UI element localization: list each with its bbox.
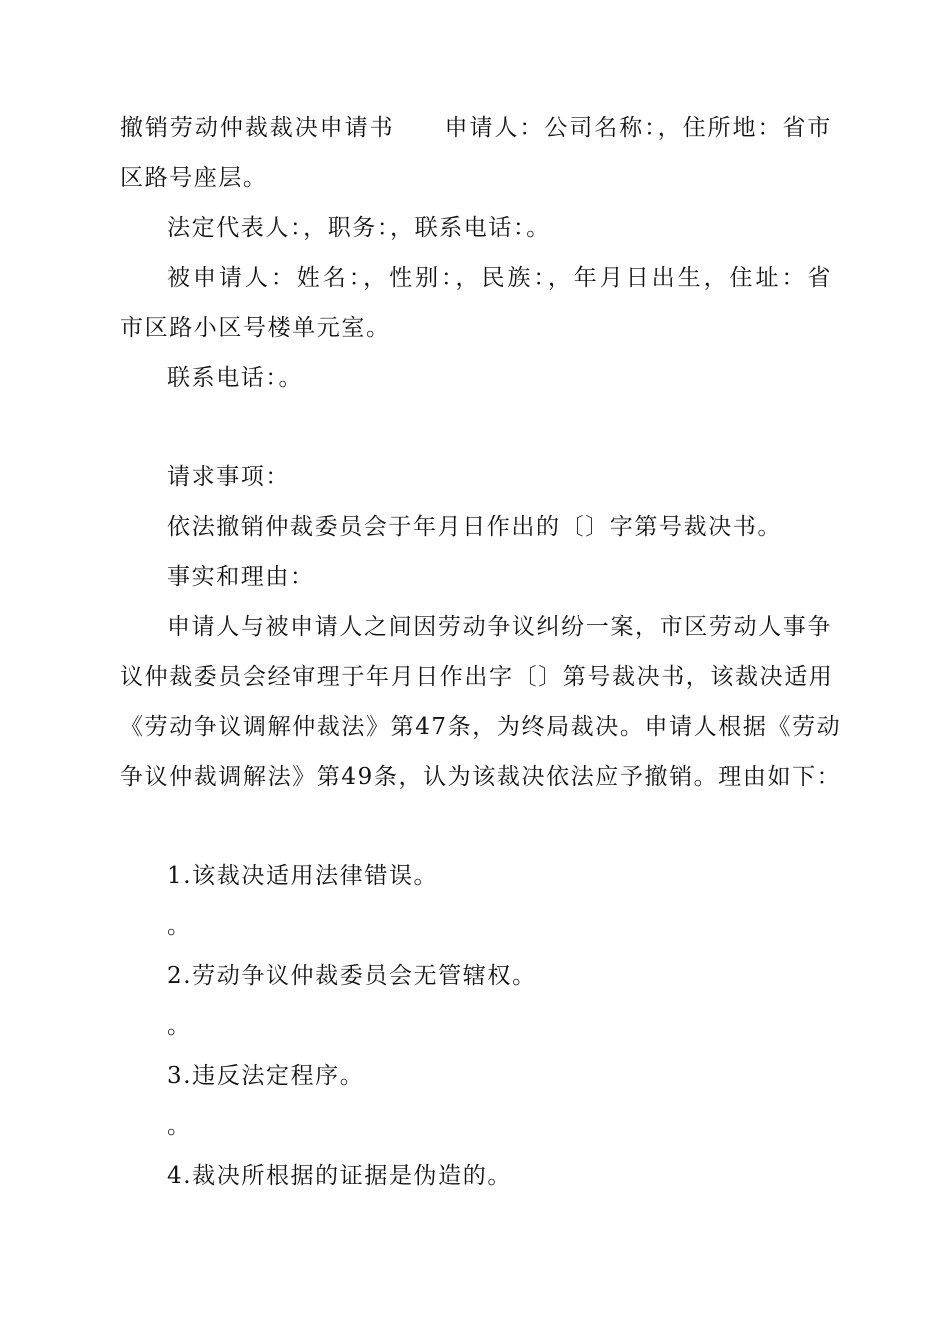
reason-item-1-detail: 。: [167, 913, 192, 939]
title-and-applicant-line: 撤销劳动仲裁裁决申请书 申请人：公司名称：，住所地：省市: [120, 115, 832, 141]
respondent-address-line: 市区路小区号楼单元室。: [120, 315, 391, 341]
reason-item-1: 1.该裁决适用法律错误。: [167, 863, 439, 889]
respondent-line: 被申请人：姓名：，性别：，民族：，年月日出生，住址：省: [167, 265, 832, 291]
reason-item-4: 4.裁决所根据的证据是伪造的。: [167, 1163, 512, 1189]
facts-heading: 事实和理由：: [167, 564, 315, 590]
reason-item-3: 3.违反法定程序。: [167, 1063, 365, 1089]
reason-item-2: 2.劳动争议仲裁委员会无管辖权。: [167, 963, 537, 989]
legal-representative-line: 法定代表人：，职务：，联系电话：。: [167, 215, 551, 241]
respondent-phone-line: 联系电话：。: [167, 365, 304, 391]
facts-paragraph-line-1: 申请人与被申请人之间因劳动争议纠纷一案，市区劳动人事争: [167, 614, 832, 640]
reason-item-3-detail: 。: [167, 1113, 192, 1139]
facts-paragraph-line-4: 争议仲裁调解法》第49条，认为该裁决依法应予撤销。理由如下：: [120, 764, 842, 790]
facts-paragraph-line-2: 议仲裁委员会经审理于年月日作出字〔〕第号裁决书，该裁决适用: [120, 664, 834, 690]
reason-item-2-detail: 。: [167, 1013, 192, 1039]
facts-paragraph-line-3: 《劳动争议调解仲裁法》第47条，为终局裁决。申请人根据《劳动: [120, 714, 842, 740]
claims-heading: 请求事项：: [167, 464, 290, 490]
applicant-address-line: 区路号座层。: [120, 165, 268, 191]
claims-text: 依法撤销仲裁委员会于年月日作出的〔〕字第号裁决书。: [167, 514, 782, 540]
